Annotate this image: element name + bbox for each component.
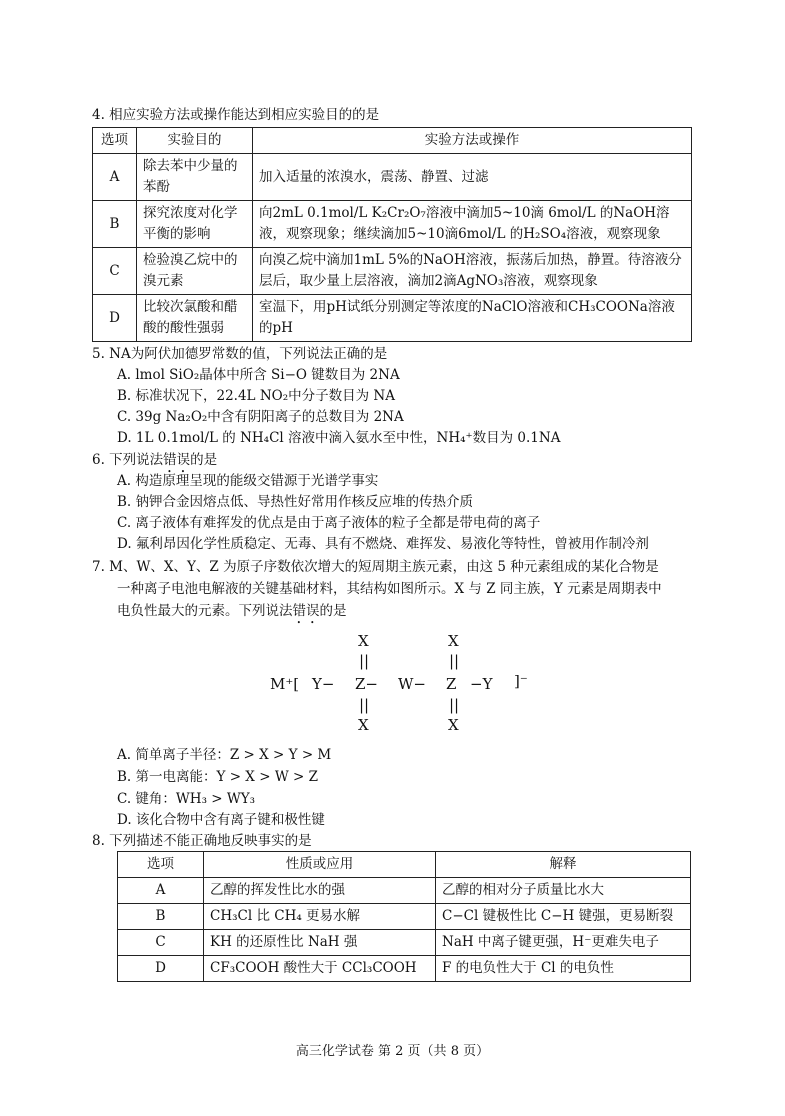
struct-double-bond-bot-1: || [359,696,370,714]
q4-header-method: 实验方法或操作 [253,128,692,154]
q4-header-row [93,128,692,154]
q8-opt: C [118,930,204,956]
q6-option-c: C. 离子液体有难挥发的优点是由于离子液体的粒子全都是带电荷的离子 [117,515,541,531]
q8-header-prop: 性质或应用 [204,852,436,878]
q7-line3-emph: 错误 [292,603,320,619]
struct-double-bond-bot-2: || [449,696,460,714]
q4-goal: 除去苯中少量的苯酚 [137,154,253,201]
q6-stem-pre: 6. 下列说法 [92,452,164,468]
q7-option-b: B. 第一电离能：Y > X > W > Z [117,769,318,785]
q4-table [92,127,692,342]
q5-option-b: B. 标准状况下，22.4L NO₂中分子数目为 NA [117,388,395,404]
page-footer: 高三化学试卷 第 2 页（共 8 页） [295,1044,490,1059]
q8-prop: CF₃COOH 酸性大于 CCl₃COOH [204,956,436,982]
q8-expl: NaH 中离子键更强，H⁻更难失电子 [436,930,691,956]
struct-z-right: Z [446,675,457,693]
q4-method: 向溴乙烷中滴加1mL 5%的NaOH溶液，振荡后加热，静置。待溶液分层后，取少量上层溶液，滴加2滴AgNO₃溶液，观察现象 [253,248,692,295]
table-row [93,295,692,342]
table-row [93,201,692,248]
q4-opt: B [93,201,137,248]
q7-option-c: C. 键角：WH₃ > WY₃ [117,791,256,807]
q8-header-opt: 选项 [118,852,204,878]
struct-y-left: Y− [312,675,335,693]
struct-z-left: Z− [355,675,378,693]
struct-x-top-2: X [448,632,459,650]
q8-prop: KH 的还原性比 NaH 强 [204,930,436,956]
q6-stem-post: 的是 [190,452,218,468]
q4-header-opt: 选项 [93,128,137,154]
struct-x-bot-1: X [358,716,369,734]
q4-method: 加入适量的浓溴水，震荡、静置、过滤 [253,154,692,201]
q4-stem: 4. 相应实验方法或操作能达到相应实验目的的是 [92,107,380,123]
q5-option-c: C. 39g Na₂O₂中含有阴阳离子的总数目为 2NA [117,409,404,425]
q7-line3 [117,600,717,627]
q8-opt: B [118,904,204,930]
q6-option-a: A. 构造原理呈现的能级交错源于光谱学事实 [117,473,379,489]
struct-w: W− [398,675,426,693]
table-row [118,930,691,956]
q4-opt: C [93,248,137,295]
q4-goal: 检验溴乙烷中的溴元素 [137,248,253,295]
q5-stem: 5. NA为阿伏加德罗常数的值，下列说法正确的是 [92,346,388,362]
struct-y-right: −Y [470,675,493,693]
table-row [93,248,692,295]
q8-opt: A [118,878,204,904]
q6-option-b: B. 钠钾合金因熔点低、导热性好常用作核反应堆的传热介质 [117,494,474,510]
struct-double-bond-top-2: || [449,652,460,670]
struct-m-cation: M⁺[ [270,675,300,693]
struct-x-bot-2: X [448,716,459,734]
q8-expl: C−Cl 键极性比 C−H 键强，更易断裂 [436,904,691,930]
q7-line2: 一种离子电池电解液的关键基础材料，其结构如图所示。X 与 Z 同主族，Y 元素是周期表中 [117,581,662,597]
q4-opt: A [93,154,137,201]
table-row [118,878,691,904]
q8-opt: D [118,956,204,982]
q7-line1: 7. M、W、X、Y、Z 为原子序数依次增大的短周期主族元素，由这 5 种元素组成的某化合物是 [92,559,659,575]
structure-diagram [270,632,550,742]
table-row [93,154,692,201]
q5-option-a: A. lmol SiO₂晶体中所含 Si−O 键数目为 2NA [117,367,400,383]
q4-method: 向2mL 0.1mol/L K₂Cr₂O₇溶液中滴加5~10滴 6mol/L 的NaOH溶液，观察现象；继续滴加5~10滴6mol/L 的H₂SO₄溶液，观察现象 [253,201,692,248]
q5-option-d: D. 1L 0.1mol/L 的 NH₄Cl 溶液中滴入氨水至中性，NH₄⁺数目为 0.1NA [117,430,561,446]
q8-expl: 乙醇的相对分子质量比水大 [436,878,691,904]
q6-option-d: D. 氟利昂因化学性质稳定、无毒、具有不燃烧、难挥发、易液化等特性，曾被用作制冷剂 [117,536,649,552]
q8-prop: CH₃Cl 比 CH₄ 更易水解 [204,904,436,930]
struct-double-bond-top-1: || [359,652,370,670]
q8-prop: 乙醇的挥发性比水的强 [204,878,436,904]
q4-method: 室温下，用pH试纸分别测定等浓度的NaClO溶液和CH₃COONa溶液的pH [253,295,692,342]
struct-bracket-close: ]⁻ [514,672,528,690]
q4-opt: D [93,295,137,342]
struct-x-top-1: X [358,632,369,650]
table-row [118,904,691,930]
q7-line3-post: 的是 [319,603,347,619]
q8-header-expl: 解释 [436,852,691,878]
q7-option-a: A. 简单离子半径：Z > X > Y > M [117,747,332,763]
q6-stem-emph: 错误 [163,452,191,468]
q8-table [117,851,691,982]
q4-header-goal: 实验目的 [137,128,253,154]
q7-option-d: D. 该化合物中含有离子键和极性键 [117,812,325,828]
q4-goal: 比较次氯酸和醋酸的酸性强弱 [137,295,253,342]
q7-line3-pre: 电负性最大的元素。下列说法 [117,603,293,619]
q4-goal: 探究浓度对化学平衡的影响 [137,201,253,248]
table-row [118,956,691,982]
q8-header-row [118,852,691,878]
q8-stem: 8. 下列描述不能正确地反映事实的是 [92,833,312,849]
q8-expl: F 的电负性大于 Cl 的电负性 [436,956,691,982]
